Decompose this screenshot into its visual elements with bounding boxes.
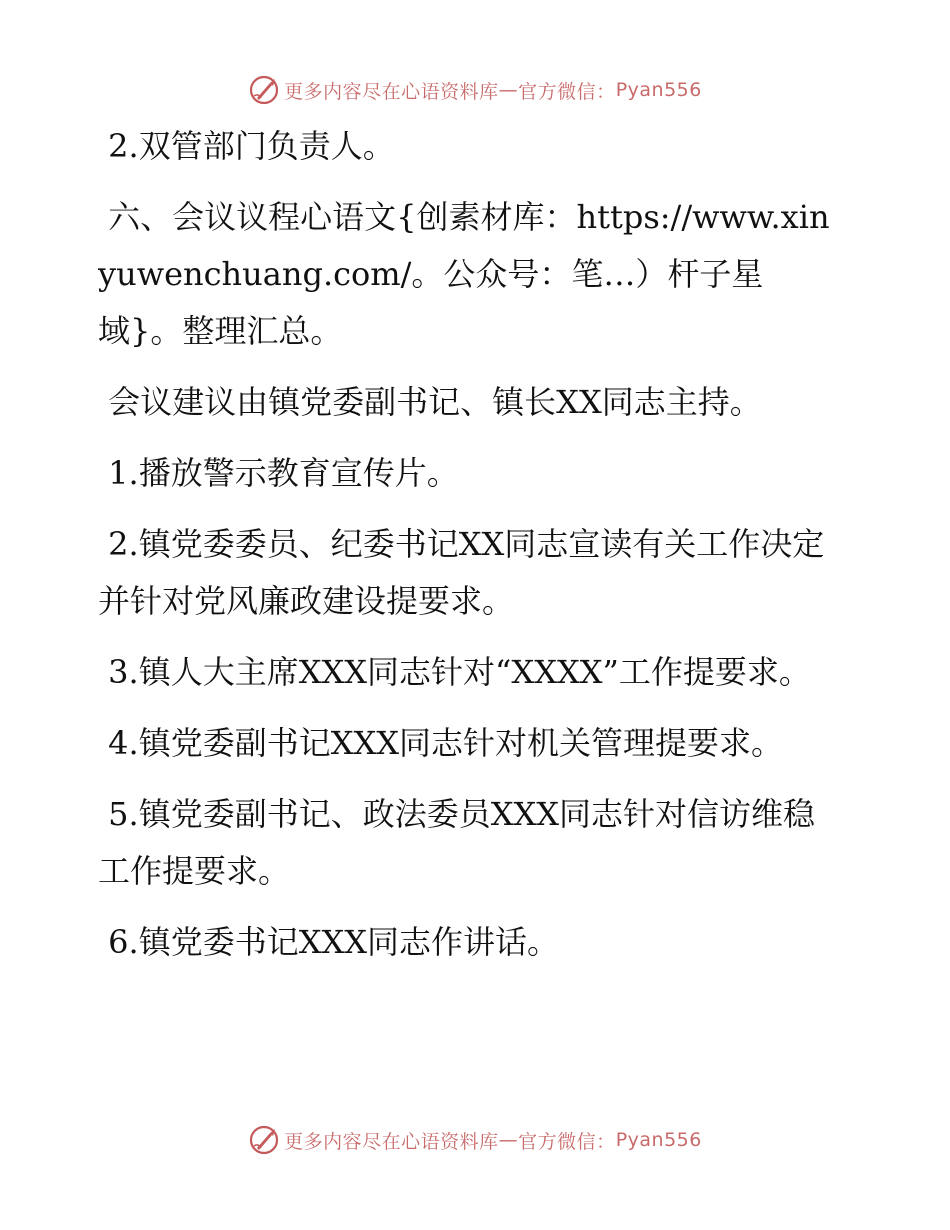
- watermark-dash: —: [498, 79, 519, 101]
- quill-pen-logo-icon: [248, 1124, 280, 1156]
- paragraph: 3.镇人大主席XXX同志针对“XXXX”工作提要求。: [98, 653, 811, 691]
- watermark-wechat-label: 官方微信：: [518, 80, 616, 103]
- watermark-wechat-id: Pyan556: [615, 1129, 702, 1151]
- paragraph: 2.双管部门负责人。: [98, 127, 395, 165]
- watermark-wechat-id: Pyan556: [615, 79, 702, 101]
- paragraph: 六、会议议程心语文{创素材库：https://www.xinyuwenchuang.com/。公众号：笔…）杆子星域}。整理汇总。: [98, 198, 830, 350]
- watermark-banner-bottom: [0, 1120, 950, 1160]
- paragraph: 会议建议由镇党委副书记、镇长XX同志主持。: [98, 383, 762, 421]
- paragraph: 2.镇党委委员、纪委书记XX同志宣读有关工作决定并针对党风廉政建设提要求。: [98, 525, 825, 620]
- paragraph: 6.镇党委书记XXX同志作讲话。: [98, 923, 560, 961]
- document-body: [98, 118, 843, 985]
- watermark-dash: —: [498, 1129, 519, 1151]
- paragraph: 5.镇党委副书记、政法委员XXX同志针对信访维稳工作提要求。: [98, 795, 816, 890]
- paragraph: 1.播放警示教育宣传片。: [98, 454, 459, 492]
- watermark-wechat-label: 官方微信：: [518, 1130, 616, 1153]
- watermark-text-main: 更多内容尽在心语资料库: [284, 80, 499, 103]
- watermark-banner-top: [0, 70, 950, 110]
- watermark-text-main: 更多内容尽在心语资料库: [284, 1130, 499, 1153]
- quill-pen-logo-icon: [248, 74, 280, 106]
- paragraph: 4.镇党委副书记XXX同志针对机关管理提要求。: [98, 724, 784, 762]
